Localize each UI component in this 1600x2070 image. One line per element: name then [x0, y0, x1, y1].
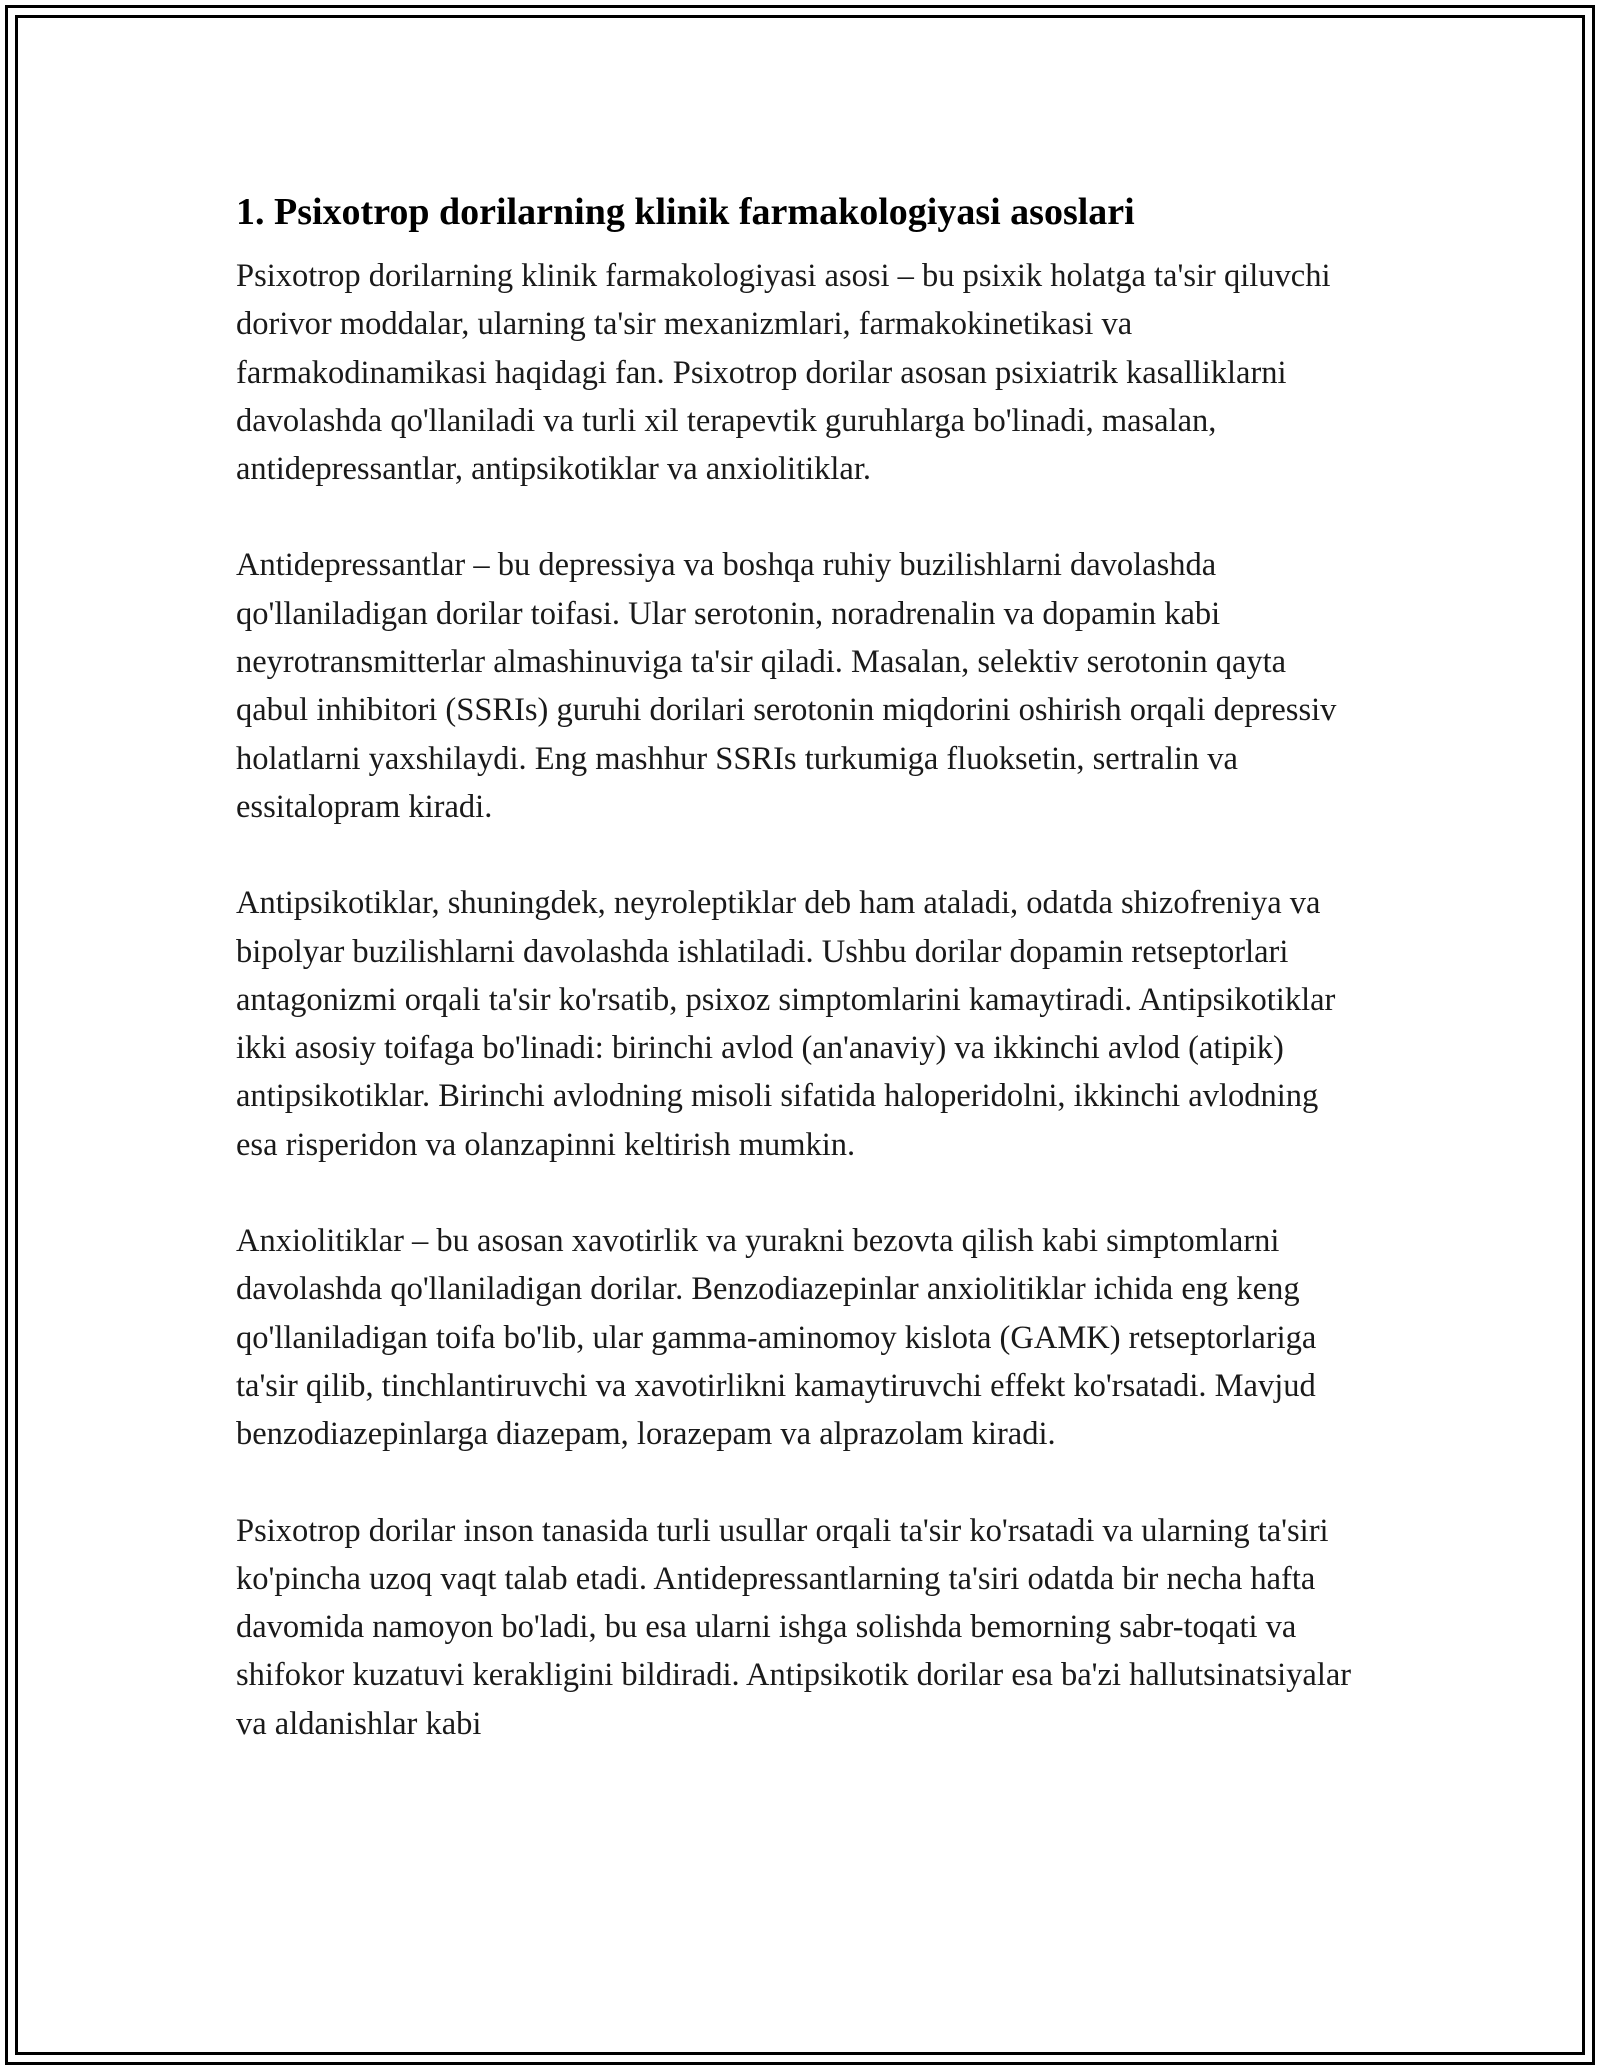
paragraph-antidepressants: Antidepressantlar – bu depressiya va boshqa ruhiy buzilishlarni davolashda qo'llaniladigan dorilar toifasi. Ular serotonin, noradrenalin va dopamin kabi neyrotransmitterlar almashinuviga ta'sir qiladi. Masalan, selektiv serotonin qayta qabul inhibitori (SSRIs) guruhi dorilari serotonin miqdorini oshirish orqali depressiv holatlarni yaxshilaydi. Eng mashhur SSRIs turkumiga fluoksetin, sertralin va essitalopram kiradi. — [236, 547, 1337, 825]
section-heading: 1. Psixotrop dorilarning klinik farmakologiyasi asoslari — [236, 191, 1135, 233]
document-body — [236, 186, 1366, 1748]
paragraph-anxiolytics: Anxiolitiklar – bu asosan xavotirlik va yurakni bezovta qilish kabi simptomlarni davolashda qo'llaniladigan dorilar. Benzodiazepinlar anxiolitiklar ichida eng keng qo'llaniladigan toifa bo'lib, ular gamma-aminomoy kislota (GAMK) retseptorlariga ta'sir qilib, tinchlantiruvchi va xavotirlikni kamaytiruvchi effekt ko'rsatadi. Mavjud benzodiazepinlarga diazepam, lorazepam va alprazolam kiradi. — [236, 1223, 1317, 1453]
paragraph-spacer — [236, 1169, 1366, 1217]
paragraph-intro: Psixotrop dorilarning klinik farmakologiyasi asosi – bu psixik holatga ta'sir qiluvchi dorivor moddalar, ularning ta'sir mexanizmlari, farmakokinetikasi va farmakodinamikasi haqidagi fan. Psixotrop dorilar asosan psixiatrik kasalliklarni davolashda qo'llaniladi va turli xil terapevtik guruhlarga bo'linadi, masalan, antidepressantlar, antipsikotiklar va anxiolitiklar. — [236, 258, 1331, 488]
paragraph-spacer — [236, 493, 1366, 541]
paragraph-antipsychotics: Antipsikotiklar, shuningdek, neyroleptiklar deb ham ataladi, odatda shizofreniya va bipolyar buzilishlarni davolashda ishlatiladi. Ushbu dorilar dopamin retseptorlari antagonizmi orqali ta'sir ko'rsatib, psixoz simptomlarini kamaytiradi. Antipsikotiklar ikki asosiy toifaga bo'linadi: birinchi avlod (an'anaviy) va ikkinchi avlod (atipik) antipsikotiklar. Birinchi avlodning misoli sifatida haloperidolni, ikkinchi avlodning esa risperidon va olanzapinni keltirish mumkin. — [236, 885, 1336, 1163]
paragraph-spacer — [236, 831, 1366, 879]
paragraph-spacer — [236, 1459, 1366, 1507]
paragraph-effects: Psixotrop dorilar inson tanasida turli usullar orqali ta'sir ko'rsatadi va ularning ta'siri ko'pincha uzoq vaqt talab etadi. Antidepressantlarning ta'siri odatda bir necha hafta davomida namoyon bo'ladi, bu esa ularni ishga solishda bemorning sabr-toqati va shifokor kuzatuvi kerakligini bildiradi. Antipsikotik dorilar esa ba'zi hallutsinatsiyalar va aldanishlar kabi — [236, 1512, 1352, 1742]
